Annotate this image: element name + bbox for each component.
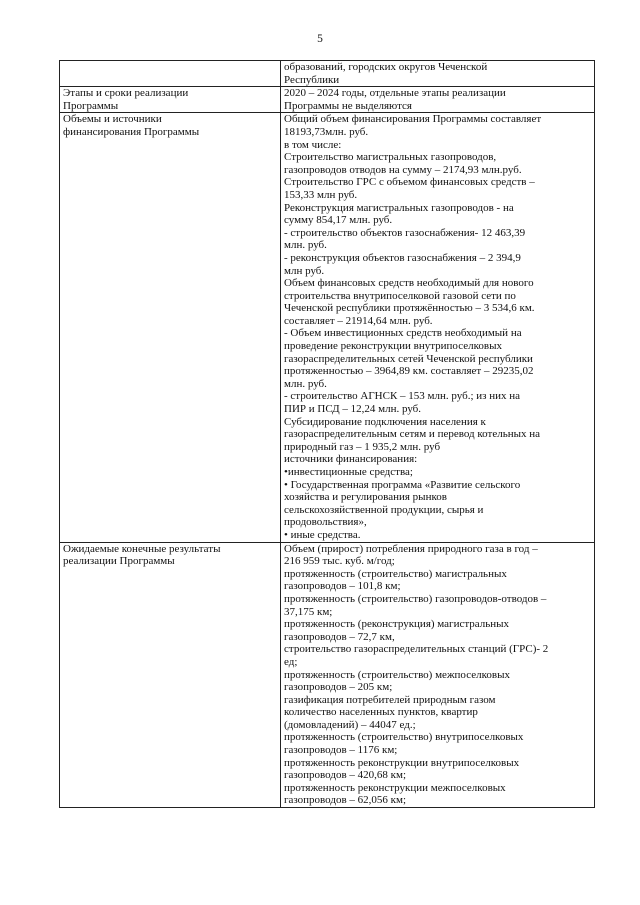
content-line: количество населенных пунктов, квартир <box>284 706 478 719</box>
row-content-cell <box>281 61 595 87</box>
content-line: 18193,73млн. руб. <box>284 125 369 138</box>
content-line: протяженность реконструкции межпоселковых <box>284 781 506 794</box>
content-line: млн руб. <box>284 264 325 277</box>
content-line: природный газ – 1 935,2 млн. руб <box>284 440 441 453</box>
content-line: образований, городских округов Чеченской <box>284 61 488 73</box>
content-line: хозяйства и регулирования рынков <box>284 491 447 504</box>
content-line: ед; <box>284 655 298 668</box>
content-line: газопроводов – 101,8 км; <box>284 580 401 593</box>
content-line: 2020 – 2024 годы, отдельные этапы реализации <box>284 87 506 100</box>
program-passport-table <box>59 60 595 808</box>
content-line: - строительство АГНСК – 153 млн. руб.; из них на <box>284 390 521 403</box>
content-line: • Государственная программа «Развитие сельского <box>284 478 521 491</box>
content-line: газопроводов – 205 км; <box>284 681 393 694</box>
table-row <box>60 542 595 807</box>
label-line: финансирования Программы <box>63 125 200 138</box>
content-line: млн. руб. <box>284 377 327 390</box>
content-line: 37,175 км; <box>284 605 333 618</box>
content-line: млн. руб. <box>284 239 327 252</box>
content-line: Субсидирование подключения населения к <box>284 415 486 428</box>
content-line: протяженность (строительство) газопроводов-отводов – <box>284 592 547 605</box>
content-line: протяженностью – 3964,89 км. составляет – 29235,02 <box>284 365 534 378</box>
content-line: Программы не выделяются <box>284 99 412 112</box>
content-line: газификация потребителей природным газом <box>284 693 496 706</box>
content-line: 153,33 млн руб. <box>284 188 358 201</box>
content-line: протяженность (строительство) внутрипоселковых <box>284 731 524 744</box>
content-line: протяженность (строительство) межпоселковых <box>284 668 510 681</box>
label-line: Этапы и сроки реализации <box>63 87 189 100</box>
content-line: источники финансирования: <box>284 453 418 466</box>
content-line: сельскохозяйственной продукции, сырья и <box>284 503 484 516</box>
row-label-cell <box>60 61 281 87</box>
label-line: Объемы и источники <box>63 113 162 126</box>
table-row <box>60 61 595 87</box>
content-line: • иные средства. <box>284 528 361 541</box>
label-line: Ожидаемые конечные результаты <box>63 542 221 555</box>
table-row <box>60 113 595 542</box>
table-row <box>60 87 595 113</box>
content-line: Реконструкция магистральных газопроводов - на <box>284 201 514 214</box>
content-line: - строительство объектов газоснабжения- 12 463,39 <box>284 226 526 239</box>
row-label-cell <box>60 542 281 807</box>
content-line: протяженность реконструкции внутрипоселковых <box>284 756 520 769</box>
row-content-cell <box>281 113 595 542</box>
content-line: (домовладений) – 44047 ед.; <box>284 718 416 731</box>
label-line: реализации Программы <box>63 555 175 568</box>
content-line: в том числе: <box>284 138 342 151</box>
content-line: строительства внутрипоселковой газовой сети по <box>284 289 516 302</box>
content-line: Объем финансовых средств необходимый для нового <box>284 277 534 290</box>
row-label-cell <box>60 87 281 113</box>
content-line: составляет – 21914,64 млн. руб. <box>284 314 433 327</box>
row-content-cell <box>281 542 595 807</box>
content-line: Общий объем финансирования Программы составляет <box>284 113 542 126</box>
content-line: - Объем инвестиционных средств необходимый на <box>284 327 522 340</box>
content-line: Объем (прирост) потребления природного газа в год – <box>284 542 538 555</box>
content-line: продовольствия», <box>284 516 367 529</box>
content-line: протяженность (строительство) магистральных <box>284 567 507 580</box>
content-line: Строительство ГРС с объемом финансовых средств – <box>284 176 535 189</box>
content-line: проведение реконструкции внутрипоселковых <box>284 340 502 353</box>
content-line: газопроводов – 62,056 км; <box>284 794 407 807</box>
content-line: Чеченской республики протяжённостью – 3 534,6 км. <box>284 302 535 315</box>
table-body <box>60 61 595 808</box>
page-number: 5 <box>317 33 323 45</box>
content-line: газопроводов – 1176 км; <box>284 744 398 757</box>
content-line: ПИР и ПСД – 12,24 млн. руб. <box>284 403 422 416</box>
content-line: •инвестиционные средства; <box>284 466 413 478</box>
content-line: - реконструкция объектов газоснабжения – 2 394,9 <box>284 251 521 264</box>
label-line: Программы <box>63 99 119 112</box>
content-line: Республики <box>284 73 340 86</box>
content-line: протяженность (реконструкция) магистральных <box>284 618 510 631</box>
content-line: газопроводов отводов на сумму – 2174,93 млн.руб. <box>284 163 522 176</box>
content-line: газораспределительным сетям и перевод котельных на <box>284 428 541 441</box>
row-content-cell <box>281 87 595 113</box>
row-label-cell <box>60 113 281 542</box>
content-line: газораспределительных сетей Чеченской республики <box>284 352 533 365</box>
content-line: газопроводов – 72,7 км, <box>284 630 395 643</box>
content-line: строительство газораспределительных станций (ГРС)- 2 <box>284 643 549 656</box>
content-line: 216 959 тыс. куб. м/год; <box>284 555 395 568</box>
content-line: сумму 854,17 млн. руб. <box>284 214 393 227</box>
content-line: Строительство магистральных газопроводов, <box>284 151 497 164</box>
content-line: газопроводов – 420,68 км; <box>284 769 407 782</box>
